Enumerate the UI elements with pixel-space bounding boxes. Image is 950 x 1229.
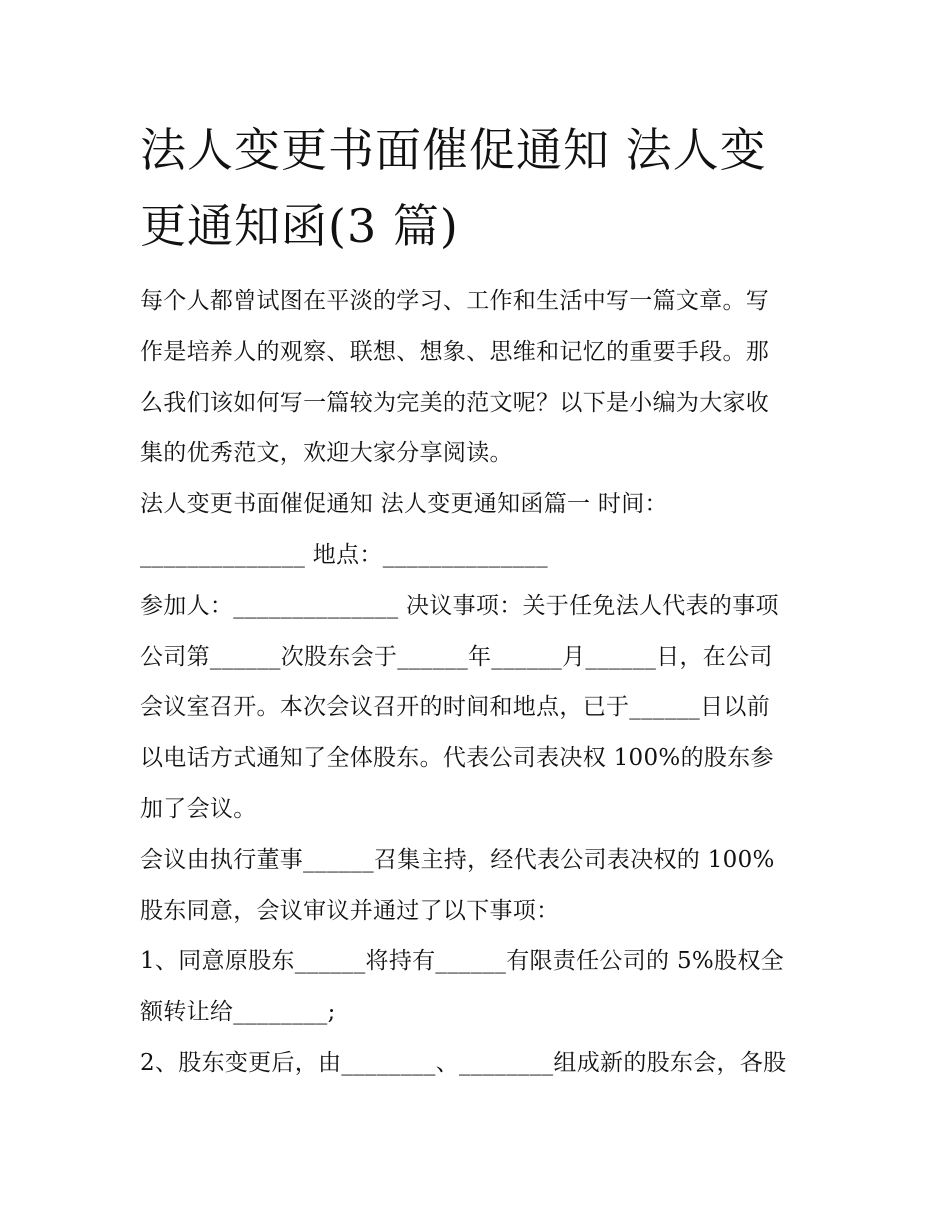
body-line: 以电话方式通知了全体股东。代表公司表决权 100%的股东参	[140, 745, 774, 772]
body-line: 法人变更书面催促通知 法人变更通知函篇一 时间：	[140, 491, 668, 518]
title-line-1: 法人变更书面催促通知 法人变	[140, 123, 767, 177]
document-body	[140, 276, 820, 1089]
body-line: 集的优秀范文，欢迎大家分享阅读。	[140, 440, 513, 467]
body-line: 加了会议。	[140, 795, 257, 822]
body-line: 作是培养人的观察、联想、想象、思维和记忆的重要手段。那	[140, 338, 770, 365]
body-line: 每个人都曾试图在平淡的学习、工作和生活中写一篇文章。写	[140, 288, 770, 314]
title-line-2: 更通知函(3 篇)	[140, 199, 459, 253]
body-line: 会议室召开。本次会议召开的时间和地点，已于______日以前	[140, 694, 770, 721]
body-line: 2、股东变更后，由________、________组成新的股东会，各股	[140, 1049, 787, 1076]
body-line: 1、同意原股东______将持有______有限责任公司的 5%股权全	[140, 948, 784, 975]
body-line: ______________ 地点：______________	[140, 541, 548, 568]
body-line: 公司第______次股东会于______年______月______日，在公司	[140, 643, 773, 670]
body-line: 参加人：______________ 决议事项：关于任免法人代表的事项	[140, 592, 779, 619]
body-line: 么我们该如何写一篇较为完美的范文呢？以下是小编为大家收	[140, 389, 770, 416]
body-line: 额转让给________;	[140, 999, 336, 1026]
body-line: 股东同意，会议审议并通过了以下事项：	[140, 897, 560, 924]
document-title	[140, 112, 820, 264]
body-line: 会议由执行董事______召集主持，经代表公司表决权的 100%	[140, 846, 775, 873]
